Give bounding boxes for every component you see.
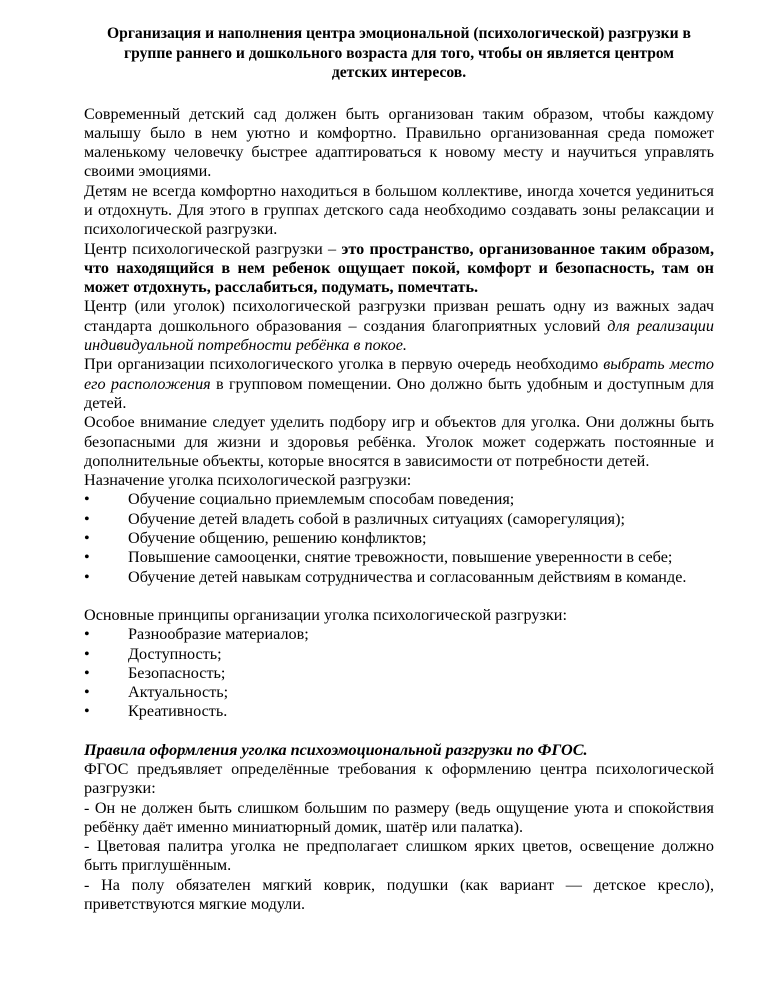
list-item: • Обучение социально приемлемым способам поведения; bbox=[84, 490, 515, 509]
rules-heading: Правила оформления уголка психоэмоциональной разгрузки по ФГОС. bbox=[84, 740, 588, 759]
bullet-icon: • bbox=[84, 644, 90, 663]
rules-item: - Цветовая палитра уголка не предполагает слишком ярких цветов, освещение должно быть приглушённым. bbox=[84, 837, 714, 875]
list-item: • Обучение детей владеть собой в различных ситуациях (саморегуляция); bbox=[84, 509, 625, 528]
bullet-icon: • bbox=[84, 490, 90, 509]
paragraph-relaxation-zones: Детям не всегда комфортно находиться в большом коллективе, иногда хочется уединиться и отдохнуть. Для этого в группах детского сада необходимо создавать зоны релаксации и психологической разгрузки. bbox=[84, 181, 714, 239]
paragraph-location bbox=[84, 355, 714, 413]
paragraph-center-definition bbox=[84, 240, 714, 298]
spacer bbox=[84, 722, 714, 741]
list-item: • Обучение общению, решению конфликтов; bbox=[84, 529, 427, 548]
bullet-icon: • bbox=[84, 683, 90, 702]
location-lead: При организации психологического уголка в первую очередь необходимо bbox=[84, 355, 604, 374]
rules-intro: ФГОС предъявляет определённые требования к оформлению центра психологической разгрузки: bbox=[84, 760, 714, 798]
list-item: • Обучение детей навыкам сотрудничества и согласованным действиям в команде. bbox=[84, 567, 687, 586]
principles-list bbox=[84, 625, 714, 721]
bullet-icon: • bbox=[84, 625, 90, 644]
spacer bbox=[84, 587, 714, 606]
location-italic-text: выбрать место его расположения bbox=[84, 355, 714, 393]
list-item: • Доступность; bbox=[84, 644, 222, 663]
location-tail: в групповом помещении. Оно должно быть удобным и доступным для детей. bbox=[84, 374, 714, 412]
purpose-italic-text: для реализации индивидуальной потребности ребёнка в покое. bbox=[84, 316, 714, 355]
list-item: • Разнообразие материалов; bbox=[84, 625, 309, 644]
list-item: • Безопасность; bbox=[84, 663, 226, 682]
definition-lead: Центр психологической разгрузки – bbox=[84, 239, 342, 258]
bullet-icon: • bbox=[84, 548, 90, 567]
purpose-list bbox=[84, 490, 714, 586]
bullet-icon: • bbox=[84, 663, 90, 682]
rules-item: - На полу обязателен мягкий коврик, подушки (как вариант — детское кресло), приветствуются мягкие модули. bbox=[84, 875, 714, 914]
bullet-icon: • bbox=[84, 529, 90, 548]
bullet-icon: • bbox=[84, 702, 90, 721]
bullet-icon: • bbox=[84, 567, 90, 586]
bullet-icon: • bbox=[84, 509, 90, 528]
rules-item: - Он не должен быть слишком большим по размеру (ведь ощущение уюта и спокойствия ребёнку даёт именно миниатюрный домик, шатёр или палатка). bbox=[84, 798, 714, 836]
list-item: • Повышение самооценки, снятие тревожности, повышение уверенности в себе; bbox=[84, 548, 673, 567]
principles-intro: Основные принципы организации уголка психологической разгрузки: bbox=[84, 605, 567, 624]
document-title: Организация и наполнения центра эмоциональной (психологической) разгрузки в группе раннего и дошкольного возраста для того, чтобы он является центром детских интересов. bbox=[107, 25, 691, 81]
paragraph-center-purpose bbox=[84, 297, 714, 355]
purpose-lead: Центр (или уголок) психологической разгрузки призван решать одну из важных задач стандарта дошкольного образования – создания благоприятных условий bbox=[84, 297, 714, 335]
definition-bold-text: это пространство, организованное таким образом, что находящийся в нем ребенок ощущает покой, комфорт и безопасность, там он может отдохнуть, расслабиться, подумать, помечтать. bbox=[84, 239, 714, 297]
paragraph-objects: Особое внимание следует уделить подбору игр и объектов для уголка. Они должны быть безопасными для жизни и здоровья ребёнка. Уголок может содержать постоянные и дополнительные объекты, которые вносятся в зависимости от потребности детей. bbox=[84, 413, 714, 470]
purpose-intro: Назначение уголка психологической разгрузки: bbox=[84, 471, 412, 490]
paragraph-intro: Современный детский сад должен быть организован таким образом, чтобы каждому малышу было в нем уютно и комфортно. Правильно организованная среда поможет маленькому человечку быстрее адаптироваться к новому месту и научиться управлять своими эмоциями. bbox=[84, 104, 714, 181]
list-item: • Креативность. bbox=[84, 702, 228, 721]
list-item: • Актуальность; bbox=[84, 683, 229, 702]
